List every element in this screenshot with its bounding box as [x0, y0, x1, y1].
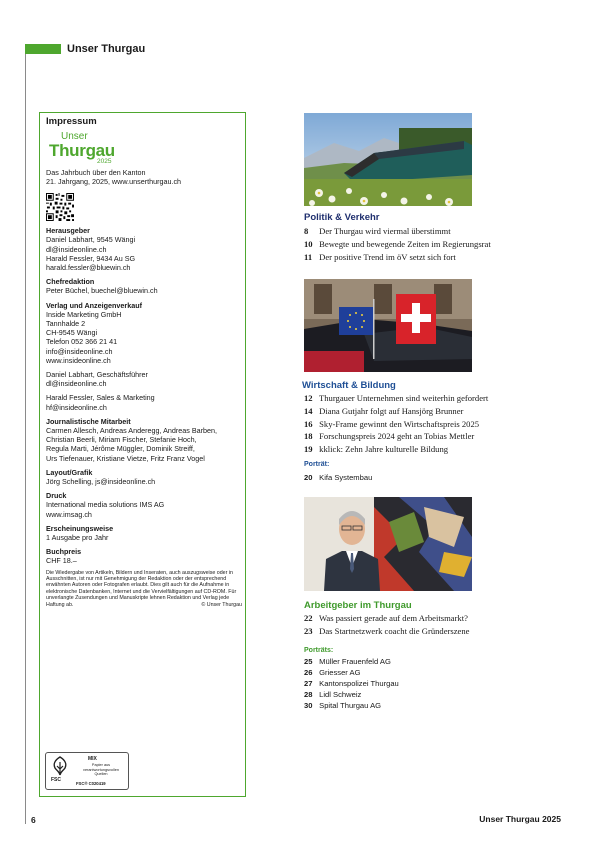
toc-page: 23	[304, 625, 313, 636]
portrait-entry[interactable]	[304, 700, 399, 711]
section-line: CH-9545 Wängi	[46, 328, 98, 338]
portrait-text: Griesser AG	[319, 668, 361, 677]
intro-line: Das Jahrbuch über den Kanton	[46, 167, 146, 177]
fsc-badge	[45, 752, 129, 790]
logo-year: 2025	[97, 158, 112, 166]
page-number: 6	[31, 815, 36, 825]
qr-code-icon[interactable]	[46, 193, 74, 221]
publisher-section	[46, 226, 242, 272]
flags-photo	[304, 279, 472, 372]
portrait-page: 27	[304, 679, 313, 688]
section-title: Verlag und Anzeigenverkauf	[46, 300, 142, 310]
section-title: Erscheinungsweise	[46, 523, 114, 533]
legal-text: Die Wiedergabe von Artikeln, Bildern und Inseraten, auch auszugsweise oder in Ausschnitten, ist nur mit Genehmigung der Redaktion oder der entsprechend erwähnten Autoren oder Fotografen erlaubt. Dies gilt auch für die Aufnahme in elektronische Datenbanken, Internet und die Vervielfältigungen auf CD-ROM. Für unverlangte Zusendungen und Manuskripte lehnen Redaktion und Verlag jede Haftung ab.	[46, 569, 237, 608]
toc-text: Das Startnetzwerk coacht die Gründerszene	[319, 625, 470, 636]
toc-entry[interactable]	[304, 405, 564, 418]
editor-section	[46, 277, 242, 295]
frequency-section	[46, 524, 242, 542]
toc-politik-list	[304, 225, 564, 263]
legal-notice	[46, 570, 242, 608]
section-line: Inside Marketing GmbH	[46, 309, 122, 319]
toc-entry[interactable]	[304, 392, 564, 405]
portraits-label: Porträts:	[304, 647, 334, 654]
toc-page: 11	[304, 251, 313, 262]
section-line: Jörg Schelling, js@insideonline.ch	[46, 476, 156, 486]
section-line: Daniel Labhart, 9545 Wängi	[46, 235, 136, 245]
portrait-entry[interactable]	[304, 678, 399, 689]
impressum-heading: Impressum	[46, 116, 97, 127]
portrait-text: Spital Thurgau AG	[319, 701, 382, 710]
toc-page: 8	[304, 226, 309, 236]
footer-publication: Unser Thurgau 2025	[479, 814, 561, 824]
toc-entry[interactable]	[304, 443, 564, 456]
portrait-entry[interactable]	[304, 667, 399, 678]
header-section-title: Unser Thurgau	[67, 43, 146, 55]
section-line: Telefon 052 366 21 41	[46, 337, 118, 347]
section-line: Harald Fessler, Sales & Marketing	[46, 393, 155, 403]
margin-rule	[25, 54, 26, 824]
section-line: Daniel Labhart, Geschäftsführer	[46, 369, 148, 379]
section-line: Tannhalde 2	[46, 318, 86, 328]
toc-text: Bewegte und bewegende Zeiten im Regierungsrat	[319, 238, 491, 249]
portrait-text: Müller Frauenfeld AG	[319, 657, 391, 666]
toc-page: 18	[304, 431, 313, 442]
contributors-section	[46, 417, 242, 463]
price-section	[46, 547, 242, 565]
toc-text: Forschungspreis 2024 geht an Tobias Mettler	[319, 431, 475, 442]
portrait-page: 26	[304, 668, 313, 677]
portrait-page: 20	[304, 473, 313, 482]
impressum-box	[39, 112, 246, 797]
toc-text: Sky-Frame gewinnt den Wirtschaftspreis 2025	[319, 418, 480, 429]
managing-director-section	[46, 370, 242, 388]
toc-page: 19	[304, 444, 313, 455]
train-photo	[304, 113, 472, 206]
portrait-page: 25	[304, 657, 313, 666]
section-title: Chefredaktion	[46, 277, 95, 287]
portrait-page: 30	[304, 701, 313, 710]
toc-entry[interactable]	[304, 225, 564, 238]
print-section	[46, 491, 242, 519]
toc-text: Diana Gutjahr folgt auf Hansjörg Brunner	[319, 405, 464, 416]
fsc-text: Papier aus verantwortungsvollen Quellen	[83, 763, 119, 776]
fsc-tree-icon	[49, 756, 71, 776]
section-politik-title: Politik & Verkehr	[304, 212, 380, 223]
section-line: 1 Ausgabe pro Jahr	[46, 533, 109, 542]
copyright: © Unser Thurgau	[201, 601, 242, 608]
toc-entry[interactable]	[304, 418, 564, 431]
header-color-bar	[25, 44, 61, 54]
toc-text: Der positive Trend im öV setzt sich fort	[319, 251, 456, 262]
portrait-entry[interactable]	[304, 689, 399, 700]
section-link[interactable]: www.imsag.ch	[46, 509, 92, 519]
section-email[interactable]: dl@insideonline.ch	[46, 244, 107, 254]
fsc-label: FSC	[51, 777, 61, 783]
section-wirtschaft-title: Wirtschaft & Bildung	[302, 380, 396, 391]
toc-page: 10	[304, 238, 313, 249]
businessman-photo	[304, 497, 472, 591]
logo-line1: Unser	[61, 131, 88, 143]
portrait-text: Kifa Systembau	[319, 473, 373, 482]
section-email[interactable]: harald.fessler@bluewin.ch	[46, 262, 131, 272]
toc-entry[interactable]	[304, 251, 564, 264]
portrait-page: 28	[304, 690, 313, 699]
toc-page: 12	[304, 393, 313, 403]
section-link[interactable]: www.insideonline.ch	[46, 355, 111, 365]
toc-entry[interactable]	[304, 625, 564, 638]
toc-entry[interactable]	[304, 430, 564, 443]
section-title: Journalistische Mitarbeit	[46, 416, 131, 426]
layout-section	[46, 468, 242, 486]
section-title: Layout/Grafik	[46, 467, 93, 477]
section-line: Christian Beerli, Miriam Fischer, Stefanie Hoch,	[46, 435, 197, 445]
section-email[interactable]: hf@insideonline.ch	[46, 402, 107, 412]
toc-wirtschaft-list	[304, 392, 564, 456]
section-line: Carmen Allesch, Andreas Anderegg, Andreas Barben,	[46, 425, 218, 435]
portrait-entry[interactable]	[304, 472, 372, 483]
section-line: International media solutions IMS AG	[46, 500, 165, 510]
portrait-text: Lidl Schweiz	[319, 690, 362, 699]
section-arbeitgeber-title: Arbeitgeber im Thurgau	[304, 600, 412, 611]
section-line: Regula Marti, Jérôme Müggler, Dominik Streiff,	[46, 444, 195, 454]
section-email[interactable]: info@insideonline.ch	[46, 346, 113, 356]
toc-text: Was passiert gerade auf dem Arbeitsmarkt?	[319, 613, 468, 623]
section-title: Buchpreis	[46, 547, 82, 557]
fsc-mix: MIX	[88, 756, 97, 762]
portrait-entry[interactable]	[304, 656, 399, 667]
toc-entry[interactable]	[304, 238, 564, 251]
toc-page: 16	[304, 418, 313, 429]
sales-section	[46, 393, 242, 411]
portrait-label: Porträt:	[304, 461, 330, 468]
portraits-list	[304, 656, 399, 711]
toc-page: 22	[304, 613, 313, 623]
toc-page: 14	[304, 405, 313, 416]
toc-text: Der Thurgau wird viermal überstimmt	[319, 226, 451, 236]
toc-arbeitgeber-list	[304, 612, 564, 638]
portrait-list	[304, 472, 372, 483]
section-email[interactable]: dl@insideonline.ch	[46, 379, 107, 389]
toc-entry[interactable]	[304, 612, 564, 625]
section-line: Urs Tiefenauer, Kristiane Vietze, Fritz Franz Vogel	[46, 453, 205, 463]
publishing-section	[46, 301, 242, 365]
logo-line2: Thurgau	[49, 141, 115, 161]
toc-text: Thurgauer Unternehmen sind weiterhin gefordert	[319, 393, 489, 403]
fsc-code: FSC® C020419	[76, 781, 106, 786]
section-title: Druck	[46, 491, 67, 501]
section-line: CHF 18.–	[46, 556, 77, 566]
section-title: Herausgeber	[46, 226, 90, 236]
unser-thurgau-logo	[49, 132, 242, 166]
toc-text: kklick: Zehn Jahre kulturelle Bildung	[319, 444, 449, 455]
intro-line[interactable]: 21. Jahrgang, 2025, www.unserthurgau.ch	[46, 176, 182, 186]
section-line: Harald Fessler, 9434 Au SG	[46, 253, 136, 263]
section-line: Peter Büchel, buechel@bluewin.ch	[46, 286, 158, 296]
portrait-text: Kantonspolizei Thurgau	[319, 679, 399, 688]
